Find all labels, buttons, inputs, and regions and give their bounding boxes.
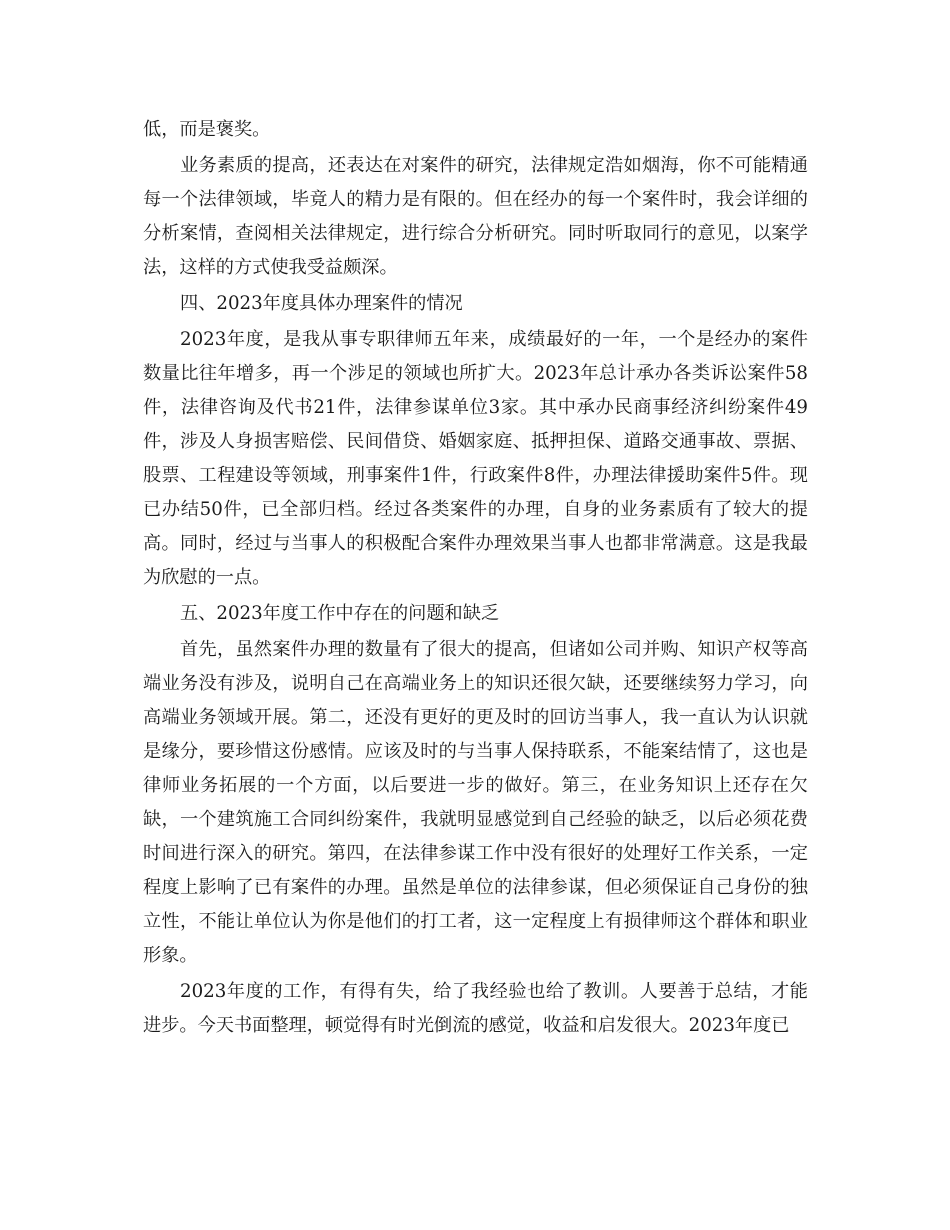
section-heading-five: 五、2023年度工作中存在的问题和缺乏 [180,603,500,624]
document-body [143,113,808,1043]
paragraph-business-quality: 业务素质的提高，还表达在对案件的研究，法律规定浩如烟海，你不可能精通每一个法律领域，毕竟人的精力是有限的。但在经办的每一个案件时，我会详细的分析案情，查阅相关法律规定，进行综合分析研究。同时听取同行的意见，以案学法，这样的方式使我受益颇深。 [143,155,808,278]
paragraph-case-statistics: 2023年度，是我从事专职律师五年来，成绩最好的一年，一个是经办的案件数量比往年增多，再一个涉足的领域也所扩大。2023年总计承办各类诉讼案件58件，法律咨询及代书21件，法律参谋单位3家。其中承办民商事经济纠纷案件49件，涉及人身损害赔偿、民间借贷、婚姻家庭、抵押担保、道路交通事故、票据、股票、工程建设等领域，刑事案件1件，行政案件8件，办理法律援助案件5件。现已办结50件，已全部归档。经过各类案件的办理，自身的业务素质有了较大的提高。同时，经过与当事人的积极配合案件办理效果当事人也都非常满意。这是我最为欣慰的一点。 [143,329,808,588]
paragraph-summary: 2023年度的工作，有得有失，给了我经验也给了教训。人要善于总结，才能进步。今天书面整理，顿觉得有时光倒流的感觉，收益和启发很大。2023年度已 [143,981,808,1036]
paragraph-continuation: 低，而是褒奖。 [143,119,271,140]
paragraph-problems: 首先，虽然案件办理的数量有了很大的提高，但诸如公司并购、知识产权等高端业务没有涉及，说明自己在高端业务上的知识还很欠缺，还要继续努力学习，向高端业务领域开展。第二，还没有更好的更及时的回访当事人，我一直认为认识就是缘分，要珍惜这份感情。应该及时的与当事人保持联系，不能案结情了，这也是律师业务拓展的一个方面，以后要进一步的做好。第三，在业务知识上还存在欠缺，一个建筑施工合同纠纷案件，我就明显感觉到自己经验的缺乏，以后必须花费时间进行深入的研究。第四，在法律参谋工作中没有很好的处理好工作关系，一定程度上影响了已有案件的办理。虽然是单位的法律参谋，但必须保证自己身份的独立性，不能让单位认为你是他们的打工者，这一定程度上有损律师这个群体和职业形象。 [143,639,808,966]
section-heading-four: 四、2023年度具体办理案件的情况 [180,293,463,314]
